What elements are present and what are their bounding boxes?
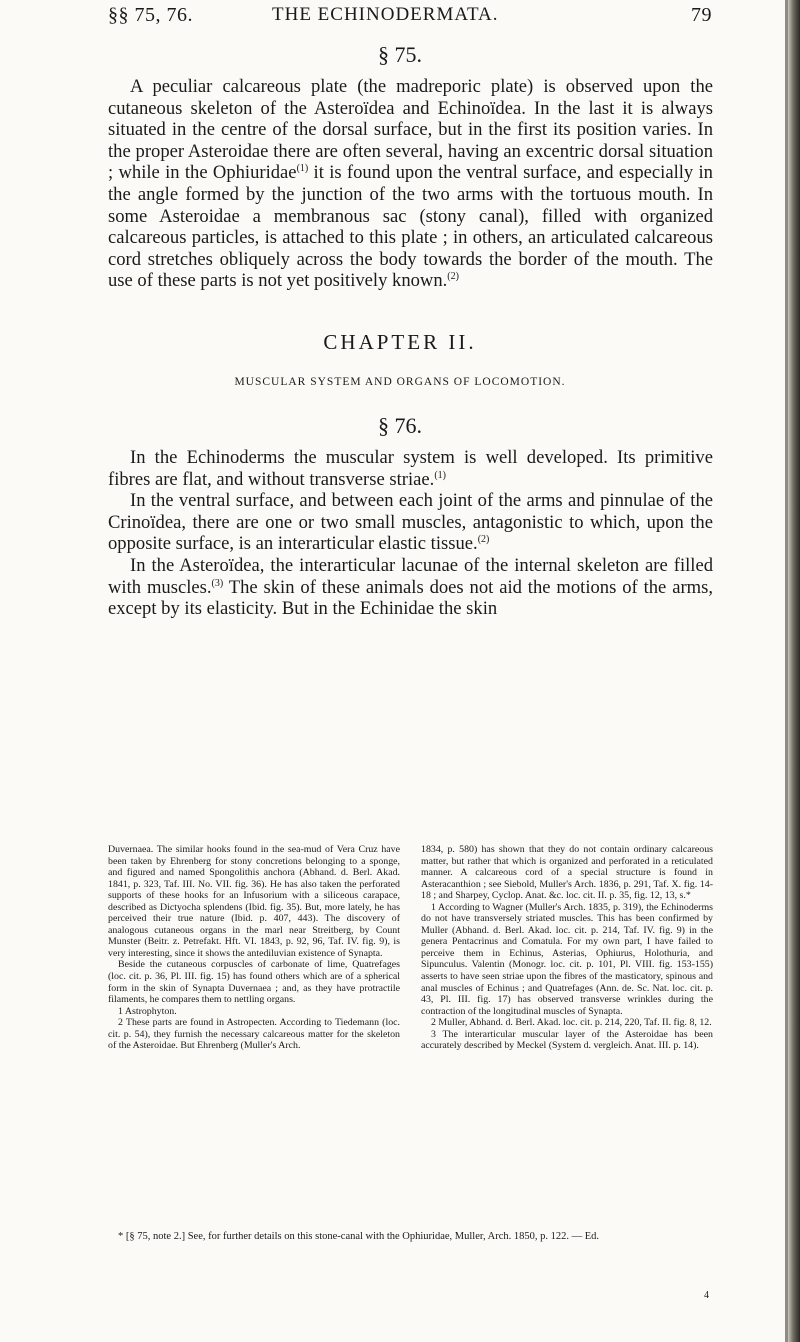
section-76-paragraph-2 — [108, 490, 713, 555]
text-run: The skin of these animals does not aid the motions of the arms, except by its elasticity. But in the Echinidae the skin — [108, 576, 713, 620]
section-75-paragraph — [108, 76, 713, 292]
chapter-title: CHAPTER II. — [323, 330, 477, 354]
text-run: In the Echinoderms the muscular system is well developed. Its primitive fibres are flat, and without transverse striae. — [108, 447, 713, 490]
footnote-ref: (3) — [211, 577, 224, 589]
note-continuation: Duvernaea. The similar hooks found in the sea-mud of Vera Cruz have been taken by Ehrenberg for stony concretions belonging to a sponge, and figured and named Spongolithis anchora (Abhand. d. Berl. Akad. 1841, p. 323, Taf. III. No. VII. fig. 36). He has also taken the perforated supports of these hooks for an Infusorium with a siliceous carapace, described as Dictyocha splendens (Ibid. fig. 35). But, more lately, he has perceived their true nature (Ibid. p. 407, 443). The discovery of analogous cutaneous organs in the marl near Streitberg, by Count Munster (Beitr. z. Petrefakt. Hft. VI. 1843, p. 92, 96, Taf. IV. fig. 9), is very interesting, since it shows the antediluvian existence of Synapta. — [108, 844, 400, 959]
text-run: In the ventral surface, and between each joint of the arms and pinnulae of the Crinoïdea, there are one or two small muscles, antagonistic to which, upon the opposite surface, is an interarticular elastic tissue. — [108, 490, 713, 555]
signature-mark: 4 — [704, 1290, 709, 1301]
section-76-paragraph-3 — [108, 555, 713, 620]
note-76-3: 3 The interarticular muscular layer of the Asteroidae has been accurately described by Meckel (System d. vergleich. Anat. III. p. 14). — [421, 1028, 713, 1052]
text-run: it is found upon the ventral surface, and especially in the angle formed by the junction of the two arms with the tortuous mouth. In some Asteroidae a membranous sac (stony canal), filled with organized calcareous particles, is attached to this plate ; in others, an articulated calcareous cord stretches obliquely across the body towards the border of the mouth. The use of these parts is not yet positively known. — [108, 162, 713, 292]
text-run: In the Asteroïdea, the interarticular lacunae of the internal skeleton are filled with muscles. — [108, 554, 713, 598]
note-1: 1 Astrophyton. — [118, 1005, 177, 1017]
chapter-subtitle: MUSCULAR SYSTEM AND ORGANS OF LOCOMOTION. — [234, 376, 566, 388]
section-76-paragraph-1 — [108, 447, 713, 490]
note-paragraph: Beside the cutaneous corpuscles of carbonate of lime, Quatrefages (loc. cit. p. 36, Pl. III. fig. 15) has found others which are of a spherical form in the skin of Synapta Duvernaea ; and, as they have protractile filaments, he compares them to nettling organs. — [108, 959, 400, 1006]
footnote-ref: (1) — [434, 469, 446, 481]
text-run: A peculiar calcareous plate (the madreporic plate) is observed upon the cutaneous skeleton of the Asteroïdea and Echinoïdea. In the last it is always situated in the centre of the dorsal surface, but in the first its position varies. In the proper Asteroidae there are often several, having an excentric dorsal situation ; while in the Ophiuridae — [108, 76, 713, 184]
footnote-ref: (2) — [477, 534, 490, 546]
note-2: 2 These parts are found in Astropecten. According to Tiedemann (loc. cit. p. 54), they furnish the necessary calcareous matter for the skeleton of the Asteroidae. But Ehrenberg (Muller's Arch. — [108, 1017, 400, 1052]
section-75-title: § 75. — [378, 42, 422, 67]
footnotes — [108, 844, 713, 1214]
note-76-2: 2 Muller, Abhand. d. Berl. Akad. loc. cit. p. 214, 220, Taf. II. fig. 8, 12. — [431, 1017, 712, 1029]
footnotes-right-column — [421, 844, 713, 1052]
running-head-title: THE ECHINODERMATA. — [272, 4, 499, 25]
running-head — [108, 4, 712, 34]
section-76-body — [108, 447, 713, 620]
page-number: 79 — [691, 4, 712, 26]
running-head-sections: §§ 75, 76. — [108, 4, 193, 26]
footnote-ref: (2) — [447, 271, 459, 283]
section-76-title: § 76. — [378, 413, 422, 438]
footnotes-left-column — [108, 844, 400, 1052]
footnote-ref: (1) — [296, 163, 309, 175]
editor-footnote — [108, 1231, 713, 1244]
note-76-1: 1 According to Wagner (Muller's Arch. 1835, p. 319), the Echinoderms do not have transversely striated muscles. This has been confirmed by Muller (Abhand. d. Berl. Akad. loc. cit. p. 214, Taf. IV. fig. 9) in the genera Pentacrinus and Comatula. For my own part, I have failed to perceive them in Echinus, Asterias, Ophiurus, Holothuria, and Sipunculus. Valentin (Monogr. loc. cit. p. 101, Pl. VIII. fig. 153-155) asserts to have seen striae upon the fibres of the masticatory, spinous and anal muscles of Echinus ; and Quatrefages (Ann. de. Sc. Nat. loc. cit. p. 43, Pl. III. fig. 17) has observed transverse wrinkles during the contraction of the longitudinal muscles of Synapta. — [421, 901, 713, 1017]
editor-footnote-text: * [§ 75, note 2.] See, for further details on this stone-canal with the Ophiuridae, Muller, Arch. 1850, p. 122. — Ed. — [118, 1231, 600, 1242]
note-2-continuation: 1834, p. 580) has shown that they do not contain ordinary calcareous matter, but rather that which is organized and perforated in a reticulated manner. A calcareous cord of a special structure is found in Asteracanthion ; see Siebold, Muller's Arch. 1836, p. 291, Taf. X. fig. 14-18 ; and Sharpey, Cyclop. Anat. &c. loc. cit. II. p. 35, fig. 12, 13, s.* — [421, 844, 713, 902]
section-75-body — [108, 76, 713, 292]
book-spine — [788, 0, 800, 1342]
